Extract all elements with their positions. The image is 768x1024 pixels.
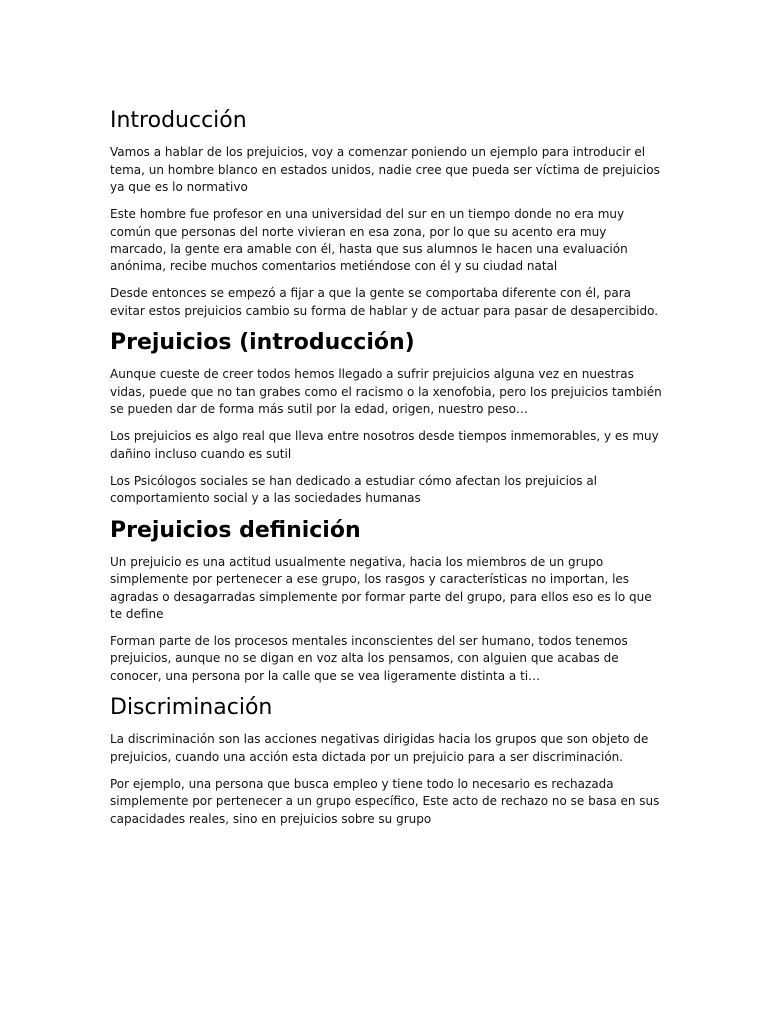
section-heading: Introducción (110, 108, 247, 133)
section-heading: Prejuicios (introducción) (110, 330, 415, 356)
paragraph: Los prejuicios es algo real que lleva entre nosotros desde tiempos inmemorables, y es muy dañino incluso cuando es sutil (110, 429, 659, 461)
paragraph: Los Psicólogos sociales se han dedicado a estudiar cómo afectan los prejuicios al comportamiento social y a las sociedades humanas (110, 473, 598, 506)
section-prejuicios-introduccion (110, 330, 662, 507)
paragraph: Forman parte de los procesos mentales inconscientes del ser humano, todos tenemos prejuicios, aunque no se digan en voz alta los pensamos, con alguien que acabas de conocer, una persona por la calle que se vea ligeramente distinta a ti… (110, 634, 628, 683)
section-heading: Prejuicios definición (110, 517, 361, 543)
section-introduccion (110, 108, 662, 320)
paragraph: Por ejemplo, una persona que busca empleo y tiene todo lo necesario es rechazada simplemente por pertenecer a un grupo específico, Este acto de rechazo no se basa en sus capacidades reales, sino en prejuicios sobre su grupo (110, 776, 660, 826)
paragraph: Aunque cueste de creer todos hemos llegado a sufrir prejuicios alguna vez en nuestras vidas, puede que no tan grabes como el racismo o la xenofobia, pero los prejuicios también se pueden dar de forma más sutil por la edad, origen, nuestro peso… (110, 367, 662, 417)
paragraph: Este hombre fue profesor en una universidad del sur en un tiempo donde no era muy común que personas del norte vivieran en esa zona, por lo que su acento era muy marcado, la gente era amable con él, hasta que sus alumnos le hacen una evaluación anónima, recibe muchos comentarios metiéndose con él y su ciudad natal (110, 207, 628, 274)
paragraph: Desde entonces se empezó a fijar a que la gente se comportaba diferente con él, para evitar estos prejuicios cambio su forma de hablar y de actuar para pasar de desapercibido. (110, 286, 659, 318)
paragraph: Vamos a hablar de los prejuicios, voy a comenzar poniendo un ejemplo para introducir el tema, un hombre blanco en estados unidos, nadie cree que pueda ser víctima de prejuicios ya que es lo normativo (110, 145, 660, 194)
section-heading: Discriminación (110, 695, 273, 720)
section-discriminacion (110, 695, 662, 828)
paragraph: Un prejuicio es una actitud usualmente negativa, hacia los miembros de un grupo simplemente por pertenecer a ese grupo, los rasgos y características no importan, les agradas o desagarradas simplemente por formar parte del grupo, para ellos eso es lo que te define (110, 554, 652, 621)
document-page (110, 108, 662, 838)
paragraph: La discriminación son las acciones negativas dirigidas hacia los grupos que son objeto de prejuicios, cuando una acción esta dictada por un prejuicio para a ser discriminación. (110, 732, 649, 764)
section-prejuicios-definicion (110, 518, 662, 685)
